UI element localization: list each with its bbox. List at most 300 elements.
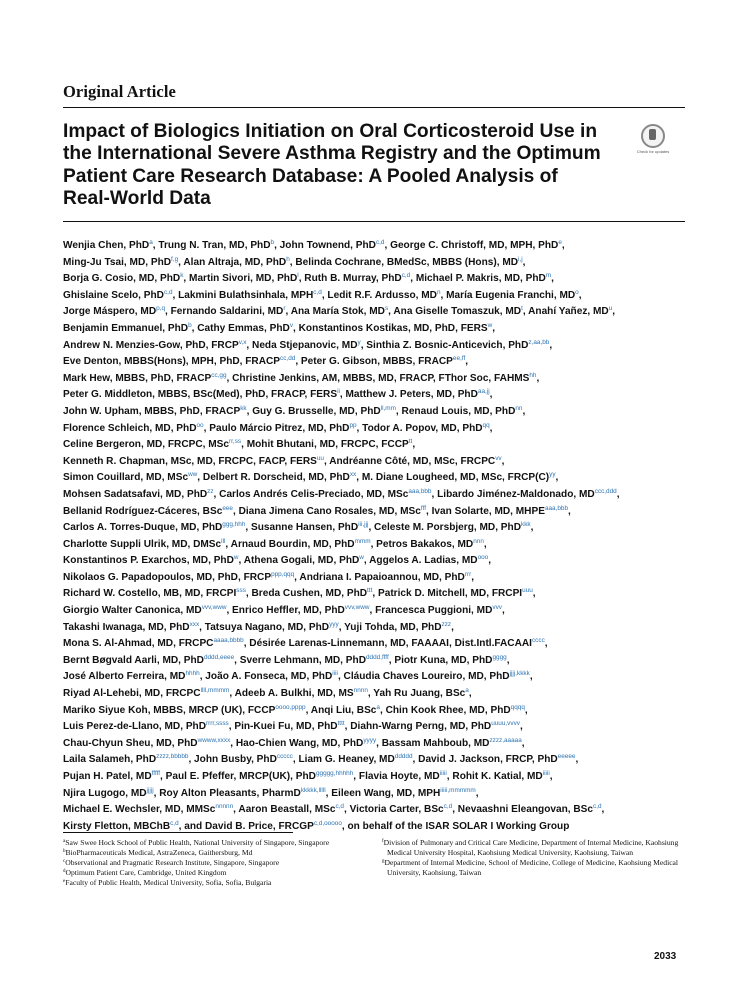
author-line [63, 421, 688, 438]
author-name: Borja G. Cosio, MD, PhD [63, 273, 181, 285]
author-name: , Diahn-Warng Perng, MD, PhD [344, 721, 492, 733]
affiliations-left [63, 838, 358, 888]
affiliation-ref-link[interactable]: aa,jj [477, 388, 490, 396]
author-name: , Andriana I. Papaioannou, MD, PhD [294, 571, 465, 583]
author-name: , George C. Christoff, MD, MPH, PhD [384, 240, 559, 251]
affiliation-ref-link[interactable]: yy [549, 471, 556, 479]
author-name: , Ivan Solarte, MD, MHPE [426, 505, 545, 517]
author-name: , [519, 721, 523, 733]
author-line [63, 736, 688, 753]
affiliation-ref-link[interactable]: oo [196, 421, 204, 429]
author-name: Benjamin Emmanuel, PhD [63, 322, 189, 334]
affiliation-ref-link[interactable]: aaa,bbb [544, 504, 569, 512]
author-name: Luis Perez-de-Llano, MD, PhD [63, 721, 207, 733]
author-name: , Aggelos A. Ladias, MD [363, 555, 478, 567]
affiliation-ref-link[interactable]: ttt [367, 587, 373, 595]
author-name: , Anahí Yañez, MD [522, 306, 609, 318]
affiliation-ref-link[interactable]: ggggg,hhhhh [315, 770, 354, 777]
author-line [63, 603, 688, 620]
affiliation-ref-link[interactable]: pp [349, 421, 357, 429]
author-name: , [521, 737, 525, 749]
affiliation-ref-link[interactable]: kk [240, 404, 247, 412]
author-name: , Rohit K. Katial, MD [446, 771, 543, 782]
affiliation-mark: c [63, 859, 66, 864]
author-list [63, 238, 688, 835]
author-name: Nikolaos G. Papadopoulos, MD, PhD, FRCP [63, 571, 272, 583]
author-name: , Mohit Bhutani, MD, FRCPC, FCCP [241, 439, 409, 451]
author-name: , Yuji Tohda, MD, PhD [338, 621, 442, 633]
affiliation-ref-link[interactable]: cc,dd [280, 355, 296, 363]
affiliation-ref-link[interactable]: y [357, 338, 361, 346]
author-name: , [530, 522, 534, 534]
affiliation-ref-link[interactable]: vv [495, 454, 502, 462]
affiliation-text: BioPharmaceuticals Medical, AstraZeneca, Gaithersburg, Md [65, 848, 253, 857]
author-name: Chau-Chyun Sheu, MD, PhD [63, 737, 198, 749]
affiliation-ref-link[interactable]: ii [337, 388, 340, 396]
author-name: Bernt Bøgvald Aarli, MD, PhD [63, 654, 204, 666]
author-line [63, 553, 688, 570]
affiliation-ref-link[interactable]: sss [236, 587, 246, 595]
affiliation-ref-link[interactable]: rrrr,ssss [206, 720, 229, 728]
author-name: , Libardo Jiménez-Maldonado, MD [431, 488, 595, 500]
affiliation-ref-link[interactable]: kkkkk,lllll [300, 786, 326, 794]
affiliation-ref-link[interactable]: xxx [189, 620, 200, 628]
affiliation-ref-link[interactable]: cccc [531, 637, 545, 645]
author-line [63, 636, 688, 653]
affiliation-mark: a [63, 839, 66, 844]
affiliation-text: Department of Internal Medicine, School of Medicine, College of Medicine, Kaohsiung Medical University, Kaohsiung, Taiwan [384, 858, 679, 877]
affiliation-ref-link[interactable]: c,d [313, 288, 322, 296]
author-name: Florence Schleich, MD, PhD [63, 422, 197, 434]
author-name: , Chin Kook Rhee, MD, PhD [379, 704, 511, 716]
author-name: Njira Lugogo, MD [63, 787, 147, 799]
author-name: , [536, 372, 540, 384]
author-name: Celine Bergeron, MD, FRCPC, MSc [63, 439, 230, 451]
affiliation-ref-link[interactable]: ee,ff [452, 355, 466, 363]
affiliation-ref-link[interactable]: iiii [332, 670, 338, 678]
author-name: , John Busby, PhD [188, 754, 277, 766]
affiliation-ref-link[interactable]: b [270, 239, 275, 246]
affiliation-text: Optimum Patient Care, Cambridge, United Kingdom [65, 868, 227, 877]
affiliation-ref-link[interactable]: a [465, 687, 469, 695]
author-name: , Cathy Emmas, PhD [191, 322, 290, 334]
author-line [63, 454, 688, 471]
author-name: , Eileen Wang, MD, MPH [325, 787, 441, 799]
affiliation-ref-link[interactable]: u [608, 305, 613, 313]
affiliation-ref-link[interactable]: qq [482, 421, 490, 429]
affiliation-ref-link[interactable]: hh [529, 371, 537, 379]
author-name: , [412, 439, 416, 451]
affiliation-ref-link[interactable]: vvv,www [201, 604, 227, 612]
author-name: , Matthew J. Peters, MD, PhD [339, 389, 478, 401]
author-name: , Fernando Saldarini, MD [165, 306, 284, 318]
author-name: Mona S. Al-Ahmad, MD, FRCPC [63, 638, 214, 650]
author-name: , [575, 754, 579, 766]
author-line [63, 271, 688, 288]
author-name: , [501, 605, 505, 617]
affiliation-ref-link[interactable]: aaaa,bbbb [213, 637, 244, 645]
affiliation-ref-link[interactable]: zz [207, 487, 214, 495]
author-name: , Todor A. Popov, MD, PhD [356, 422, 483, 434]
author-name: Richard W. Costello, MB, MD, FRCPI [63, 588, 237, 600]
affiliation-ref-link[interactable]: dddd,ffff [365, 653, 389, 661]
affiliation-ref-link[interactable]: yyyy [363, 736, 377, 744]
author-name: , Petros Bakakos, MD [370, 538, 474, 550]
affiliation-text: Saw Swee Hock School of Public Health, National University of Singapore, Singapore [65, 838, 330, 847]
author-name: Mark Hew, MBBS, PhD, FRACP [63, 372, 212, 384]
affiliation-ref-link[interactable]: l [297, 272, 299, 280]
author-name: , [532, 588, 536, 600]
affiliation-ref-link[interactable]: fff [420, 504, 427, 512]
affiliation-item [63, 878, 358, 888]
author-name: , María Eugenia Franchi, MD [440, 289, 576, 301]
author-name: , John Townend, PhD [274, 240, 376, 251]
author-name: , [568, 505, 571, 517]
title-rule [63, 221, 685, 222]
affiliation-ref-link[interactable]: n [436, 288, 441, 296]
affiliation-ref-link[interactable]: hhhh [185, 670, 200, 678]
affiliation-ref-link[interactable]: lll [221, 537, 226, 545]
affiliation-ref-link[interactable]: c,d [335, 803, 344, 811]
author-name: , [468, 688, 472, 700]
affiliation-ref-link[interactable]: zzzz,bbbbb [156, 753, 189, 761]
author-name: , Carlos Andrés Celis-Preciado, MD, MSc [213, 488, 409, 500]
author-name: , Francesca Puggioni, MD [369, 605, 493, 617]
header-rule [63, 107, 685, 108]
affiliation-ref-link[interactable]: nn [515, 404, 523, 412]
author-name: Pujan H. Patel, MD [63, 771, 152, 782]
author-name: Mariko Siyue Koh, MBBS, MRCP (UK), FCCP [63, 704, 276, 716]
affiliation-ref-link[interactable]: o [575, 288, 579, 296]
author-name: , Athena Gogali, MD, PhD [238, 555, 360, 567]
author-name: Konstantinos P. Exarchos, MD, PhD [63, 555, 234, 567]
affiliation-ref-link[interactable]: b [188, 321, 192, 329]
author-name: , M. Diane Lougheed, MD, MSc, FRCP(C) [356, 472, 550, 484]
author-name: , [529, 671, 533, 683]
author-name: , Neda Stjepanovic, MD [246, 339, 358, 351]
affiliation-ref-link[interactable]: jjjjj [146, 786, 154, 794]
affiliation-ref-link[interactable]: fffff [151, 770, 161, 777]
author-name: Mohsen Sadatsafavi, MD, PhD [63, 488, 208, 500]
affiliation-ref-link[interactable]: aaa,bbb [408, 487, 432, 495]
affiliation-ref-link[interactable]: uuuu,vvvv [491, 720, 520, 728]
affiliations-right [382, 838, 688, 878]
author-name: , [492, 322, 496, 334]
affiliation-mark: g [382, 859, 385, 864]
author-name: , [488, 555, 492, 567]
affiliation-ref-link[interactable]: ggg,hhh [222, 521, 246, 529]
author-line [63, 371, 688, 388]
affiliation-ref-link[interactable]: r [283, 305, 286, 313]
author-name: , [465, 356, 469, 368]
author-name: , [522, 405, 526, 417]
affiliation-ref-link[interactable]: i,j [518, 255, 523, 263]
affiliation-ref-link[interactable]: cc,gg [211, 371, 227, 379]
affiliation-mark: d [63, 869, 66, 874]
author-name: , Victoria Carter, BSc [343, 804, 444, 816]
author-line [63, 719, 688, 736]
affiliation-ref-link[interactable]: a [376, 703, 380, 711]
author-name: Laila Salameh, PhD [63, 754, 157, 766]
check-updates-icon [641, 124, 665, 148]
page-number: 2033 [654, 951, 677, 962]
author-name: , Paulo Márcio Pitrez, MD, PhD [203, 422, 350, 434]
affiliation-ref-link[interactable]: v [289, 321, 294, 329]
author-name: , Aaron Beastall, MSc [233, 804, 336, 816]
author-name: , [561, 240, 565, 251]
author-name: Peter G. Middleton, MBBS, BSc(Med), PhD, FRACP, FERS [63, 389, 338, 401]
author-name: , Delbert R. Dorscheid, MD, PhD [197, 472, 350, 484]
author-name: Giorgio Walter Canonica, MD [63, 605, 202, 617]
affiliation-ref-link[interactable]: vvv [492, 604, 502, 612]
author-name: , [551, 273, 554, 285]
author-name: , Liam G. Heaney, MD [292, 754, 395, 766]
author-line [63, 786, 688, 803]
author-line [63, 686, 688, 703]
author-name: , Celeste M. Porsbjerg, MD, PhD [368, 522, 521, 534]
author-name: , Ruth B. Murray, PhD [298, 273, 402, 285]
author-line [63, 769, 688, 786]
affiliation-ref-link[interactable]: h [286, 255, 290, 263]
author-name: , Alan Altraja, MD, PhD [178, 256, 287, 268]
author-name: Kirsty Fletton, MBChB [63, 820, 171, 832]
author-name: , Hao-Chien Wang, MD, PhD [230, 737, 364, 749]
author-line [63, 802, 688, 819]
author-name: , Tatsuya Nagano, MD, PhD [199, 621, 330, 633]
affiliation-ref-link[interactable]: a [149, 239, 153, 246]
author-line [63, 570, 688, 587]
affiliation-ref-link[interactable]: qqqq [510, 703, 525, 711]
affiliation-text: Observational and Pragmatic Research Institute, Singapore, Singapore [65, 858, 280, 867]
author-name: , Guy G. Brusselle, MD, PhD [246, 405, 381, 417]
author-name: Jorge Máspero, MD [63, 306, 157, 318]
affiliation-ref-link[interactable]: xx [349, 471, 357, 479]
author-name: , Nevaashni Eleangovan, BSc [452, 804, 594, 816]
author-name: Takashi Iwanaga, MD, PhD [63, 621, 190, 633]
author-name: , Paul E. Pfeffer, MRCP(UK), PhD [160, 771, 316, 782]
author-line [63, 437, 688, 454]
affiliation-ref-link[interactable]: ww [188, 471, 198, 479]
affiliation-ref-link[interactable]: iiiii [542, 770, 550, 777]
author-name: Bellanid Rodríguez-Cáceres, BSc [63, 505, 223, 517]
author-line [63, 404, 688, 421]
author-name: , Roy Alton Pleasants, PharmD [153, 787, 301, 799]
affiliation-ref-link[interactable]: llll,mmmm [200, 687, 230, 695]
affiliation-item [63, 838, 358, 848]
author-line [63, 653, 688, 670]
affiliation-ref-link[interactable]: iii,jjj [358, 521, 369, 529]
affiliation-ref-link[interactable]: c,d [401, 272, 411, 280]
affiliation-ref-link[interactable]: dddd,eeee [203, 653, 235, 661]
affiliation-mark: b [63, 849, 66, 854]
author-name: , Martin Sivori, MD, PhD [183, 273, 298, 285]
author-name: José Alberto Ferreira, MD [63, 671, 186, 683]
author-name: Charlotte Suppli Ulrik, MD, DMSc [63, 538, 222, 550]
affiliation-ref-link[interactable]: w [359, 554, 364, 562]
affiliation-ref-link[interactable]: m [545, 272, 552, 280]
author-name: , Breda Cushen, MD, PhD [245, 588, 368, 600]
affiliation-ref-link[interactable]: p,q [156, 305, 165, 313]
affiliation-ref-link[interactable]: wwww,xxxx [197, 736, 231, 744]
author-name: , Piotr Kuna, MD, PhD [388, 654, 493, 666]
author-name: , [475, 787, 479, 799]
author-name: Carlos A. Torres-Duque, MD, PhD [63, 522, 223, 534]
affiliation-item [63, 858, 358, 868]
section-label: Original Article [63, 82, 176, 101]
affiliation-ref-link[interactable]: w [233, 554, 239, 562]
affiliation-ref-link[interactable]: vvv,www [344, 604, 370, 612]
affiliation-text: Division of Pulmonary and Critical Care Medicine, Department of Internal Medicine, Kaohsiung Medical University Hospital, Kaohsiung Medical University, Kaohsiung, Taiwan [383, 838, 679, 857]
affiliation-ref-link[interactable]: rr,ss [229, 438, 242, 446]
author-name: , Belinda Cochrane, BMedSc, MBBS (Hons), MD [289, 256, 519, 268]
affiliation-ref-link[interactable]: yyy [329, 620, 339, 628]
affiliation-ref-link[interactable]: ccc,ddd [594, 487, 617, 495]
author-line [63, 586, 688, 603]
affiliation-ref-link[interactable]: t [521, 305, 523, 313]
affiliation-ref-link[interactable]: mmm [354, 537, 371, 545]
author-name: , Susanne Hansen, PhD [245, 522, 359, 534]
affiliation-ref-link[interactable]: eeeee [557, 753, 576, 761]
author-name: , João A. Fonseca, MD, PhD [199, 671, 333, 683]
author-line [63, 520, 688, 537]
author-name: Simon Couillard, MD, MSc [63, 472, 189, 484]
author-name: , Peter G. Gibson, MBBS, FRACP [295, 356, 453, 368]
author-line [63, 354, 688, 371]
affiliation-ref-link[interactable]: nnnn [353, 687, 368, 695]
check-for-updates-badge[interactable] [636, 124, 670, 158]
author-name: , [612, 306, 616, 318]
author-line [63, 470, 688, 487]
author-name: , Christine Jenkins, AM, MBBS, MD, FRACP, FThor Soc, FAHMS [226, 372, 530, 384]
affiliation-ref-link[interactable]: ooo [477, 554, 489, 562]
author-name: , Andréanne Côté, MD, MSc, FRCPC [323, 455, 496, 467]
affiliation-ref-link[interactable]: eee [222, 504, 233, 512]
affiliation-ref-link[interactable]: zzz [441, 620, 452, 628]
author-line [63, 752, 688, 769]
affiliation-ref-link[interactable]: zzzz,aaaaa [489, 736, 522, 744]
author-line [63, 387, 688, 404]
author-name: , [524, 704, 528, 716]
affiliation-ref-link[interactable]: c,d [593, 803, 602, 811]
affiliation-ref-link[interactable]: ppp,qqq [271, 570, 295, 578]
affiliation-item [382, 858, 688, 878]
affiliation-item [63, 868, 358, 878]
affiliation-ref-link[interactable]: z,aa,bb [528, 338, 550, 346]
author-name: , Désirée Larenas-Linnemann, MD, FAAAAI, Dist.Intl.FACAAI [243, 638, 532, 650]
affiliation-ref-link[interactable]: ddddd [394, 753, 413, 761]
affiliation-ref-link[interactable]: s [384, 305, 389, 313]
author-name: , Ana Giselle Tomaszuk, MD [388, 306, 522, 318]
affiliation-text: Faculty of Public Health, Medical University, Sofia, Sofia, Bulgaria [65, 878, 272, 887]
affiliation-item [382, 838, 688, 858]
author-name: , [506, 654, 510, 666]
affiliation-ref-link[interactable]: c,d [163, 288, 173, 296]
author-line [63, 304, 688, 321]
author-name: , [616, 488, 620, 500]
author-name: , Lakmini Bulathsinhala, MPH [172, 289, 314, 301]
author-name: Wenjia Chen, PhD [63, 240, 150, 251]
affiliation-ref-link[interactable]: v,x [238, 338, 247, 346]
author-name: , Arnaud Bourdin, MD, PhD [225, 538, 355, 550]
author-name: , Renaud Louis, MD, PhD [395, 405, 516, 417]
author-line [63, 321, 688, 338]
author-name: , Enrico Heffler, MD, PhD [226, 605, 345, 617]
affiliation-ref-link[interactable]: ccccc [276, 753, 293, 761]
author-line [63, 238, 688, 255]
affiliation-ref-link[interactable]: kkk [521, 521, 531, 529]
affiliation-ref-link[interactable]: oooo,pppp [275, 703, 306, 711]
affiliation-ref-link[interactable]: w [487, 321, 493, 329]
author-name: , [489, 422, 493, 434]
author-name: , Ana María Stok, MD [285, 306, 385, 318]
author-name: Andrew N. Menzies-Gow, PhD, FRCP [63, 339, 239, 351]
author-name: , [483, 538, 487, 550]
affiliation-item [63, 848, 358, 858]
affiliation-ref-link[interactable]: uu [316, 454, 324, 462]
author-line [63, 487, 688, 504]
author-name: , Sverre Lehmann, MD, PhD [234, 654, 366, 666]
author-name: , Flavia Hoyte, MD [353, 771, 440, 782]
affiliation-ref-link[interactable]: iiiii [439, 770, 447, 777]
affiliation-ref-link[interactable]: c,d [443, 803, 453, 811]
affiliation-ref-link[interactable]: c,d [375, 239, 385, 246]
author-name: , [471, 571, 475, 583]
author-line [63, 703, 688, 720]
author-name: John W. Upham, MBBS, PhD, FRACP [63, 405, 241, 417]
affiliation-ref-link[interactable]: jjjj,kkkk [509, 670, 530, 678]
affiliation-ref-link[interactable]: gggg [492, 653, 507, 661]
author-name: , Bassam Mahboub, MD [376, 737, 490, 749]
author-line [63, 620, 688, 637]
affiliation-ref-link[interactable]: k [180, 272, 184, 280]
author-name: , Diana Jimena Cano Rosales, MD, MSc [232, 505, 421, 517]
affiliation-ref-link[interactable]: c,d [170, 819, 179, 827]
affiliation-ref-link[interactable]: nnn [473, 537, 484, 545]
author-line [63, 288, 688, 305]
author-name: , [522, 256, 526, 268]
author-name: , [555, 472, 559, 484]
author-name: , [501, 455, 505, 467]
author-name: , Trung N. Tran, MD, PhD [152, 240, 271, 251]
author-name: , Ledit R.F. Ardusso, MD [321, 289, 437, 301]
affiliation-ref-link[interactable]: tt [408, 438, 413, 446]
author-line [63, 255, 688, 272]
affiliation-ref-link[interactable]: nnnnn [215, 803, 234, 811]
author-name: , [578, 289, 582, 301]
author-name: , Patrick D. Mitchell, MD, FRCPI [372, 588, 523, 600]
author-name: , [549, 771, 553, 782]
author-name: , Michael P. Makris, MD, PhD [410, 273, 546, 285]
author-name: Michael E. Wechsler, MD, MMSc [63, 804, 216, 816]
author-line [63, 504, 688, 521]
affiliation-ref-link[interactable]: e [558, 239, 562, 246]
author-name: , Cláudia Chaves Loureiro, MD, PhD [337, 671, 510, 683]
affiliation-ref-link[interactable]: iiiii,mmmmm [440, 786, 476, 794]
affiliation-ref-link[interactable]: rrr [464, 570, 472, 578]
author-name: , on behalf of the ISAR SOLAR I Working Group [341, 820, 570, 832]
affiliation-ref-link[interactable]: ll,mm [380, 404, 396, 412]
affiliation-ref-link[interactable]: tttt [337, 720, 345, 728]
author-name: Ghislaine Scelo, PhD [63, 289, 164, 301]
author-name: Riyad Al-Lehebi, MD, FRCPC [63, 688, 201, 700]
author-line [63, 669, 688, 686]
affiliation-ref-link[interactable]: uuu [522, 587, 533, 595]
affiliation-ref-link[interactable]: c,d,ooooo [313, 819, 342, 827]
author-name: Kenneth R. Chapman, MSc, MD, FRCPC, FACP, FERS [63, 455, 317, 467]
author-name: Ming-Ju Tsai, MD, PhD [63, 256, 172, 268]
affiliation-ref-link[interactable]: f,g [171, 255, 179, 263]
author-line [63, 338, 688, 355]
